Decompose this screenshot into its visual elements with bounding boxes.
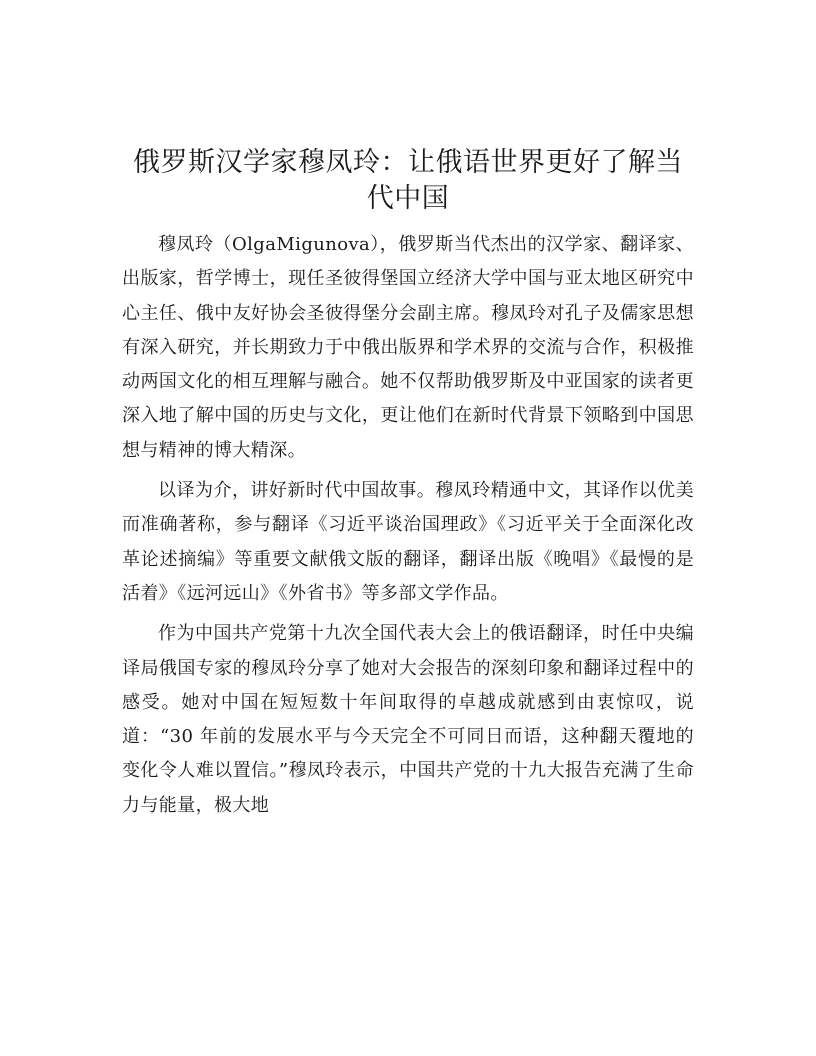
document-title: 俄罗斯汉学家穆凤玲：让俄语世界更好了解当代中国 xyxy=(133,147,683,214)
document-body xyxy=(122,228,694,829)
paragraph-intro: 穆凤玲（OlgaMigunova），俄罗斯当代杰出的汉学家、翻译家、出版家，哲学博士，现任圣彼得堡国立经济大学中国与亚太地区研究中心主任、俄中友好协会圣彼得堡分会副主席。穆凤玲对孔子及儒家思想有深入研究，并长期致力于中俄出版界和学术界的交流与合作，积极推动两国文化的相互理解与融合。她不仅帮助俄罗斯及中亚国家的读者更深入地了解中国的历史与文化，更让他们在新时代背景下领略到中国思想与精神的博大精深。 xyxy=(122,234,694,461)
paragraph-translation-work: 以译为介，讲好新时代中国故事。穆凤玲精通中文，其译作以优美而准确著称，参与翻译《习近平谈治国理政》《习近平关于全面深化改革论述摘编》等重要文献俄文版的翻译，翻译出版《晚唱》《最慢的是活着》《远河远山》《外省书》等多部文学作品。 xyxy=(122,480,694,604)
paragraph-congress-translation: 作为中国共产党第十九次全国代表大会上的俄语翻译，时任中央编译局俄国专家的穆凤玲分享了她对大会报告的深刻印象和翻译过程中的感受。她对中国在短短数十年间取得的卓越成就感到由衷惊叹，说道：“30 年前的发展水平与今天完全不可同日而语，这种翻天覆地的变化令人难以置信。”穆凤玲表示，中国共产党的十九大报告充满了生命力与能量，极大地 xyxy=(122,623,694,816)
